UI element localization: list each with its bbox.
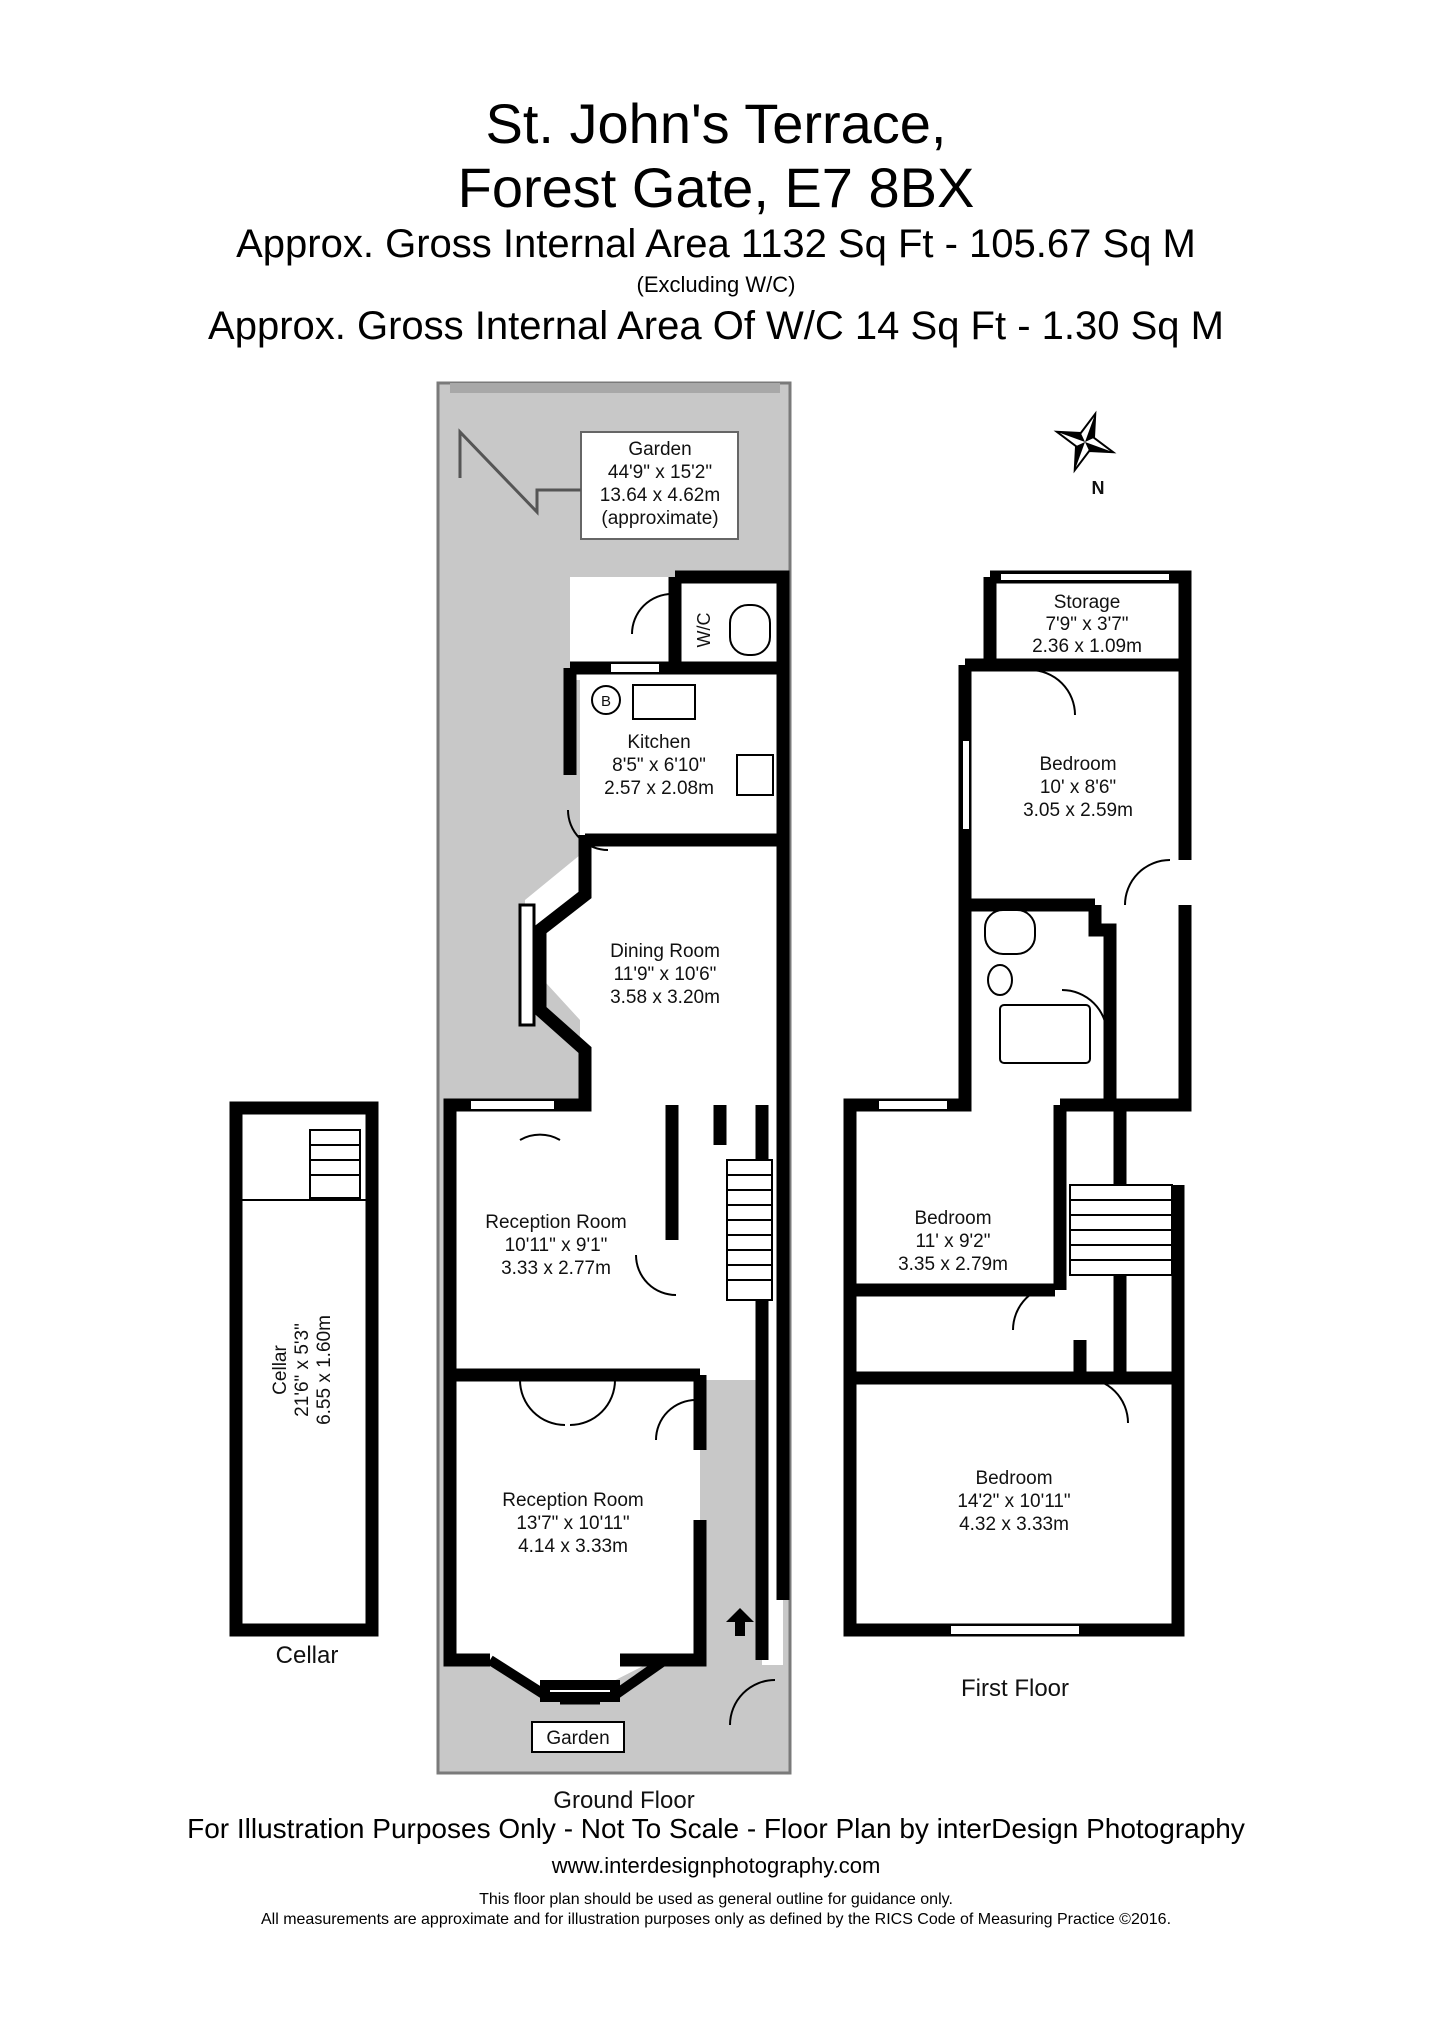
reception1-name: Reception Room xyxy=(485,1212,627,1233)
bath-icon xyxy=(1000,1005,1090,1063)
garden-rear-note: (approximate) xyxy=(601,508,719,529)
bedroom3-name: Bedroom xyxy=(975,1468,1053,1489)
compass-north-label: N xyxy=(1091,478,1105,498)
stairs-first xyxy=(1070,1185,1172,1275)
garden-rear-dim-metric: 13.64 x 4.62m xyxy=(599,485,721,506)
reception2-dim-imperial: 13'7" x 10'11" xyxy=(516,1513,630,1534)
first-floor-label: First Floor xyxy=(961,1675,1069,1702)
garden-front-name: Garden xyxy=(546,1728,610,1749)
bedroom2-name: Bedroom xyxy=(914,1208,992,1229)
footer-rics: All measurements are approximate and for illustration purposes only as defined by the RICS Code of Measuring Practice ©2016. xyxy=(260,1911,1172,1928)
ground-floor xyxy=(438,383,790,1773)
bedroom1-dim-imperial: 10' x 8'6" xyxy=(1039,777,1117,798)
footer-disclaimer: For Illustration Purposes Only - Not To Scale - Floor Plan by interDesign Photography xyxy=(187,1813,1245,1844)
storage-dim-imperial: 7'9" x 3'7" xyxy=(1045,614,1129,635)
dining-dim-imperial: 11'9" x 10'6" xyxy=(613,964,717,985)
dining-dim-metric: 3.58 x 3.20m xyxy=(610,987,720,1008)
toilet-icon xyxy=(730,605,770,655)
garden-rear-name: Garden xyxy=(628,439,692,460)
kitchen-boiler-label: B xyxy=(600,693,612,710)
sink-icon xyxy=(633,685,695,719)
compass-rose-icon xyxy=(1047,404,1124,481)
garden-rear-dim-imperial: 44'9" x 15'2" xyxy=(607,462,713,483)
window-bedroom1 xyxy=(962,740,970,830)
reception2-dim-metric: 4.14 x 3.33m xyxy=(518,1536,628,1557)
ground-floor-label: Ground Floor xyxy=(553,1787,695,1814)
window-reception1 xyxy=(470,1100,555,1110)
address-line-1: St. John's Terrace, xyxy=(485,92,947,155)
reception1-dim-metric: 3.33 x 2.77m xyxy=(501,1258,611,1279)
reception2-name: Reception Room xyxy=(502,1490,644,1511)
cellar-floor-label: Cellar xyxy=(275,1642,339,1669)
hob-icon xyxy=(737,755,773,795)
footer-website: www.interdesignphotography.com xyxy=(551,1853,881,1878)
stairs-ground xyxy=(727,1160,772,1300)
footer-guidance: This floor plan should be used as general outline for guidance only. xyxy=(479,1891,953,1908)
cellar-dim-metric: 6.55 x 1.60m xyxy=(314,1315,335,1425)
basin-icon xyxy=(988,965,1012,995)
kitchen-dim-imperial: 8'5" x 6'10" xyxy=(612,755,706,776)
bedroom1-dim-metric: 3.05 x 2.59m xyxy=(1023,800,1133,821)
toilet-first-icon xyxy=(985,910,1035,954)
garden-boundary xyxy=(450,383,780,393)
bedroom3-dim-imperial: 14'2" x 10'11" xyxy=(957,1491,1071,1512)
bedroom1-name: Bedroom xyxy=(1039,754,1117,775)
window-bedroom2 xyxy=(878,1100,948,1110)
bedroom2-dim-metric: 3.35 x 2.79m xyxy=(898,1254,1008,1275)
reception1-dim-imperial: 10'11" x 9'1" xyxy=(504,1235,608,1256)
bedroom2-dim-imperial: 11' x 9'2" xyxy=(915,1231,991,1252)
kitchen-dim-metric: 2.57 x 2.08m xyxy=(604,778,714,799)
kitchen-name: Kitchen xyxy=(627,732,691,753)
bedroom3-dim-metric: 4.32 x 3.33m xyxy=(959,1514,1069,1535)
wc-area: Approx. Gross Internal Area Of W/C 14 Sq Ft - 1.30 Sq M xyxy=(208,304,1224,348)
cellar-name: Cellar xyxy=(270,1345,291,1395)
window-kitchen xyxy=(610,663,660,673)
window-storage xyxy=(1000,573,1170,581)
storage-name: Storage xyxy=(1053,592,1121,613)
wc-name: W/C xyxy=(694,612,714,648)
area-note: (Excluding W/C) xyxy=(636,272,796,297)
dining-name: Dining Room xyxy=(610,941,720,962)
gross-area: Approx. Gross Internal Area 1132 Sq Ft - 105.67 Sq M xyxy=(236,222,1196,266)
address-line-2: Forest Gate, E7 8BX xyxy=(457,156,975,219)
dining-bay-window xyxy=(520,905,534,1025)
storage-dim-metric: 2.36 x 1.09m xyxy=(1032,636,1142,657)
cellar-dim-imperial: 21'6" x 5'3" xyxy=(292,1323,313,1417)
window-bedroom3 xyxy=(950,1625,1080,1635)
